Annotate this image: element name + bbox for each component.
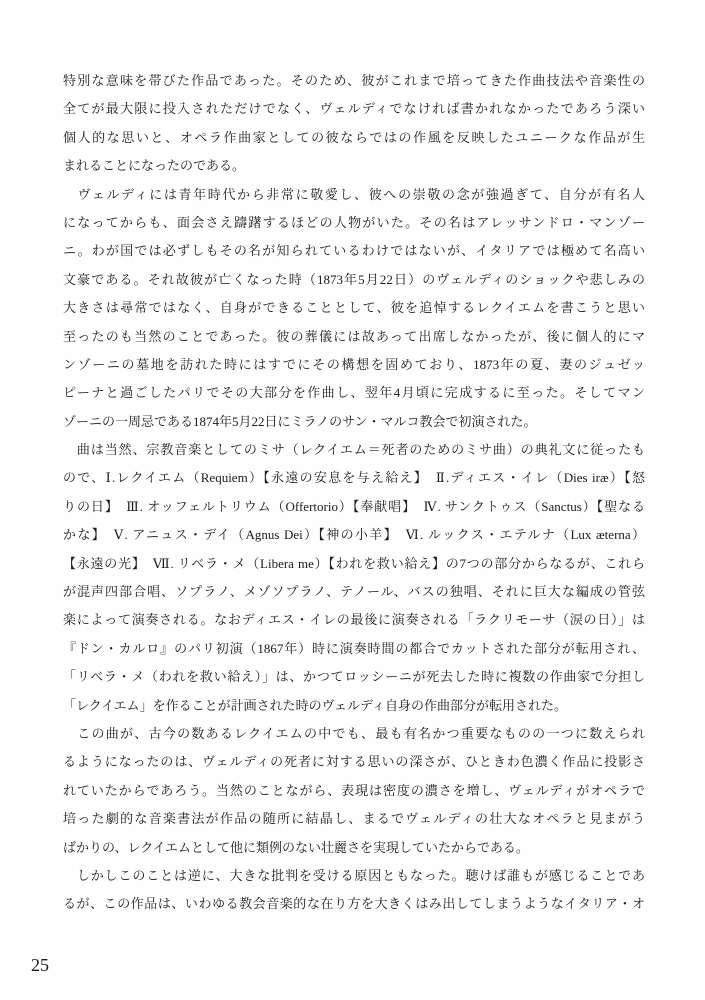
paragraph-1 bbox=[63, 67, 645, 181]
text-line: しかしこのことは逆に、大きな批判を受ける原因ともなった。聴けば誰もが感じることであ bbox=[63, 867, 645, 883]
text-line: 「レクイエム」を作ることが計画された時のヴェルディ自身の作曲部分が転用された。 bbox=[63, 697, 568, 713]
text-line: ので、Ⅰ.レクイエム（Requiem）【永遠の安息を与え給え】 Ⅱ.ディエス・イレ（Dies iræ）【怒 bbox=[63, 470, 645, 486]
text-line: まれることになったのである。 bbox=[63, 158, 246, 174]
text-line: 曲は当然、宗教音楽としてのミサ（レクイエム＝死者のためのミサ曲）の典礼文に従ったも bbox=[63, 442, 645, 458]
text-line: るが、この作品は、いわゆる教会音楽的な在り方を大きくはみ出してしまうようなイタリア・オ bbox=[63, 896, 645, 912]
text-line: ばかりの、レクイエムとして他に類例のない壮麗さを実現していたからである。 bbox=[63, 839, 529, 855]
text-line: ニ。わが国では必ずしもその名が知られているわけではないが、イタリアでは極めて名高い bbox=[63, 243, 645, 259]
text-line: 培った劇的な音楽書法が作品の随所に結晶し、まるでヴェルディの壮大なオペラと見まがう bbox=[63, 811, 645, 827]
text-line: かな】 Ⅴ. アニュス・デイ（Agnus Dei）【神の小羊】 Ⅵ. ルックス・エテルナ（Lux æterna） bbox=[63, 527, 645, 543]
text-line: になってからも、面会さえ躊躇するほどの人物がいた。その名はアレッサンドロ・マンゾー bbox=[63, 214, 645, 230]
paragraph-3 bbox=[63, 436, 645, 720]
text-line: りの日】 Ⅲ. オッフェルトリウム（Offertorio）【奉献唱】 Ⅳ. サンクトゥス（Sanctus）【聖なる bbox=[63, 498, 645, 514]
text-line: ピーナと過ごしたパリでその大部分を作曲し、翌年4月頃に完成するに至った。そしてマン bbox=[63, 385, 645, 401]
paragraph-5 bbox=[63, 862, 645, 919]
text-line: 【永遠の光】 Ⅶ. リベラ・メ（Libera me）【われを救い給え】の7つの部分からなるが、これら bbox=[63, 555, 645, 571]
text-line: 特別な意味を帯びた作品であった。そのため、彼がこれまで培ってきた作曲技法や音楽性の bbox=[63, 73, 645, 88]
text-line: 全てが最大限に投入されただけでなく、ヴェルディでなければ書かれなかったであろう深い bbox=[63, 101, 645, 117]
paragraph-4 bbox=[63, 720, 645, 862]
text-line: ゾーニの一周忌である1874年5月22日にミラノのサン・マルコ教会で初演された。 bbox=[63, 413, 537, 429]
text-line: 大きさは尋常ではなく、自身ができることとして、彼を追悼するレクイエムを書こうと思い bbox=[63, 300, 645, 316]
text-line: ンゾーニの墓地を訪れた時にはすでにその構想を固めており、1873年の夏、妻のジュゼッ bbox=[63, 356, 645, 372]
text-line: ヴェルディには青年時代から非常に敬愛し、彼への崇敬の念が強過ぎて、自分が有名人 bbox=[63, 186, 645, 202]
paragraph-2 bbox=[63, 181, 645, 437]
text-line: 楽によって演奏される。なおディエス・イレの最後に演奏される「ラクリモーサ（涙の日）」は bbox=[63, 612, 645, 628]
text-line: 個人的な思いと、オペラ作曲家としての彼ならではの作風を反映したユニークな作品が生 bbox=[63, 129, 645, 145]
text-line: れていたからであろう。当然のことながら、表現は密度の濃さを増し、ヴェルディがオペラで bbox=[63, 782, 645, 798]
text-line: が混声四部合唱、ソプラノ、メゾソプラノ、テノール、バスの独唱、それに巨大な編成の管弦 bbox=[63, 584, 645, 600]
text-line: 至ったのも当然のことであった。彼の葬儀には故あって出席しなかったが、後に個人的にマ bbox=[63, 328, 645, 344]
text-line: 『ドン・カルロ』のパリ初演（1867年）時に演奏時間の都合でカットされた部分が転用され、 bbox=[63, 640, 645, 656]
body-text bbox=[63, 67, 645, 919]
text-line: 文豪である。それ故彼が亡くなった時（1873年5月22日）のヴェルディのショックや悲しみの bbox=[63, 271, 645, 287]
text-line: 「リベラ・メ（われを救い給え）」は、かつてロッシーニが死去した時に複数の作曲家で分担し bbox=[63, 669, 645, 685]
text-line: るようになったのは、ヴェルディの死者に対する思いの深さが、ひときわ色濃く作品に投影さ bbox=[63, 754, 645, 770]
page-number: 25 bbox=[31, 955, 49, 975]
text-line: この曲が、古今の数あるレクイエムの中でも、最も有名かつ重要なものの一つに数えられ bbox=[63, 725, 645, 741]
